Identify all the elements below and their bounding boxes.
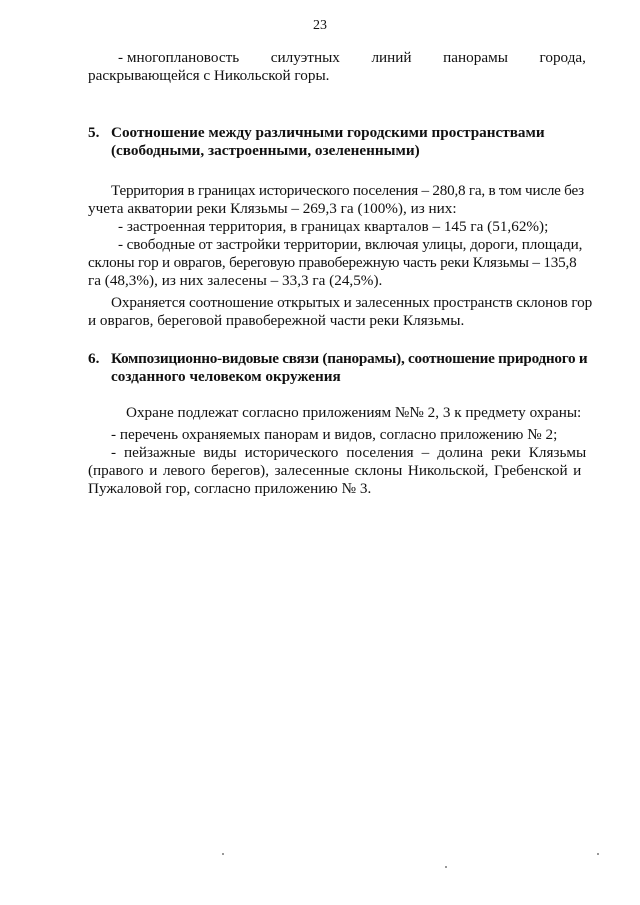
intro-word: силуэтных — [270, 49, 340, 66]
intro-word: линий — [371, 49, 412, 66]
intro-word: - многоплановость — [118, 49, 240, 66]
intro-word: города, — [539, 49, 586, 66]
intro-line-2: раскрывающейся с Никольской горы. — [88, 67, 330, 84]
section-6-title-line-2: созданного человеком окружения — [111, 368, 341, 385]
scan-speck — [445, 866, 447, 868]
scan-speck — [222, 853, 224, 855]
intro-word: панорамы — [443, 49, 508, 66]
section-6-title-line-1: Композиционно-видовые связи (панорамы), соотношение природного и — [111, 350, 588, 367]
section-5-paragraph-1-line-2: учета акватории реки Клязьмы – 269,3 га (100%), из них: — [88, 200, 457, 217]
section-6-intro: Охране подлежат согласно приложениям №№ 2, 3 к предмету охраны: — [126, 404, 582, 421]
section-5-title-line-2: (свободными, застроенными, озелененными) — [111, 142, 420, 159]
section-6-item-1: - перечень охраняемых панорам и видов, согласно приложению № 2; — [111, 426, 558, 443]
intro-line-1 — [118, 49, 586, 67]
section-5-item-1: - застроенная территория, в границах кварталов – 145 га (51,62%); — [118, 218, 549, 235]
section-5-item-2-line-2: склоны гор и оврагов, береговую правобережную часть реки Клязьмы – 135,8 — [88, 254, 577, 271]
section-5-paragraph-2-line-1: Охраняется соотношение открытых и залесенных пространств склонов гор — [111, 294, 593, 311]
section-5-item-2-line-3: га (48,3%), из них залесены – 33,3 га (24,5%). — [88, 272, 383, 289]
scan-speck — [597, 853, 599, 855]
section-6-item-2-text: - пейзажные виды исторического поселения – долина реки Клязьмы — [111, 444, 587, 461]
section-6-item-2-line-2: (правого и левого берегов), залесенные склоны Никольской, Гребенской и — [88, 462, 582, 479]
section-6-item-2-line-3: Пужаловой гор, согласно приложению № 3. — [88, 480, 372, 497]
section-6-item-2-line-1 — [111, 444, 586, 462]
page-number: 23 — [313, 18, 327, 33]
section-5-number: 5. — [88, 124, 100, 141]
section-5-paragraph-2-line-2: и оврагов, береговой правобережной части реки Клязьмы. — [88, 312, 465, 329]
section-5-paragraph-1-line-1: Территория в границах исторического поселения – 280,8 га, в том числе без — [111, 182, 584, 199]
section-6-number: 6. — [88, 350, 100, 367]
section-5-title-line-1: Соотношение между различными городскими пространствами — [111, 124, 545, 141]
section-5-item-2-line-1: - свободные от застройки территории, включая улицы, дороги, площади, — [118, 236, 583, 253]
